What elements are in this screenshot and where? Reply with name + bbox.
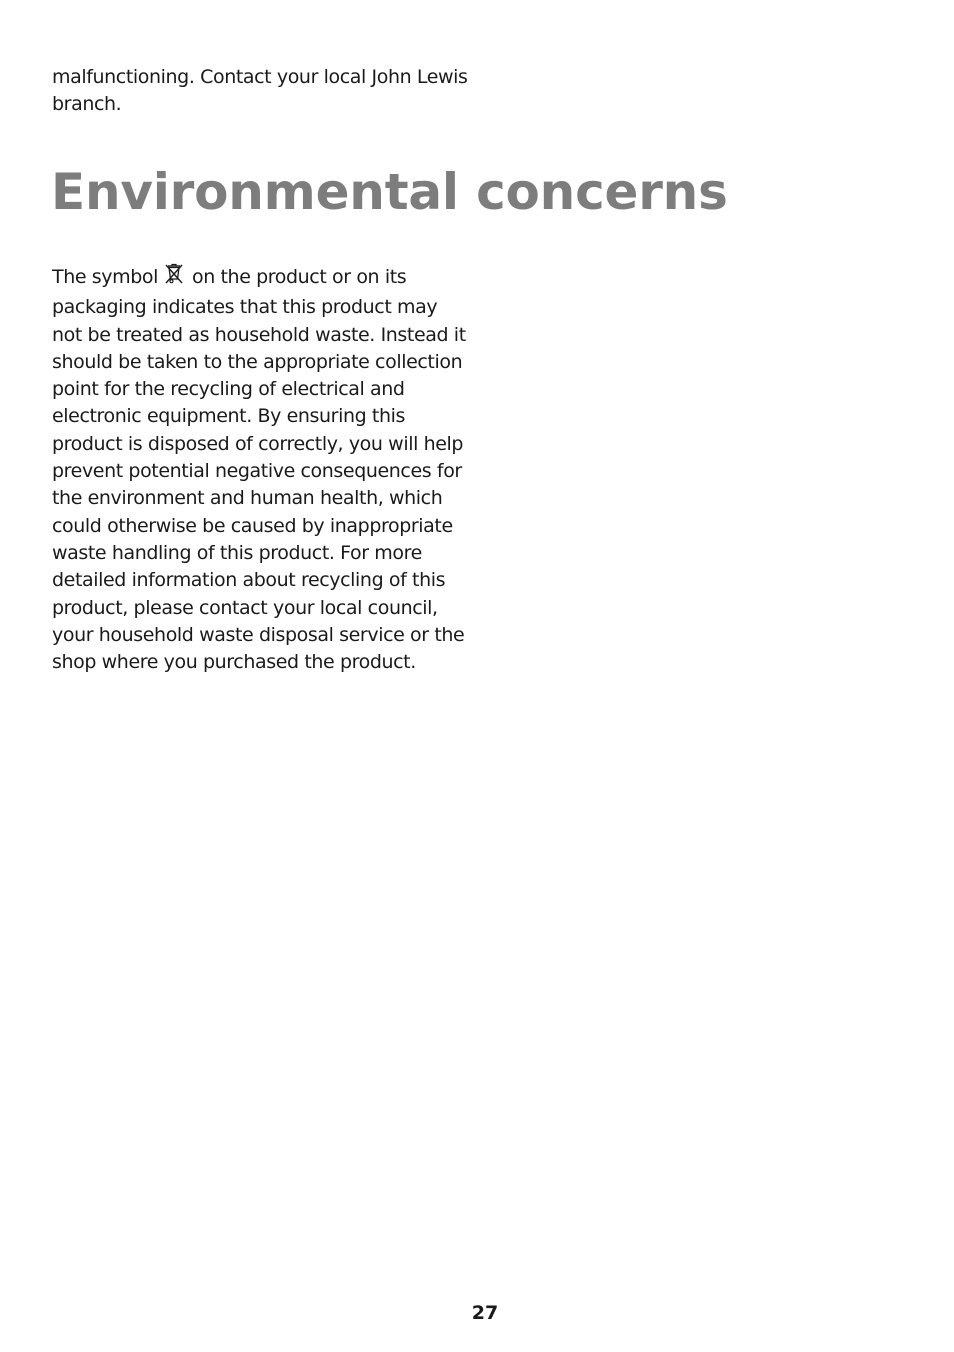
- environment-paragraph: [52, 262, 472, 676]
- crossed-out-wheelie-bin-icon: [164, 262, 184, 294]
- paragraph-main-text: on the product or on its packaging indicates that this product may not be treated as household waste. Instead it should be taken to the appropriate collection point for the recycling of electrical and electronic equipment. By ensuring this product is disposed of correctly, you will help prevent potential negative consequences for the environment and human health, which could otherwise be caused by inappropriate waste handling of this product. For more detailed information about recycling of this product, please contact your local council, your household waste disposal service or the shop where you purchased the product.: [52, 266, 466, 674]
- section-title: Environmental concerns: [51, 163, 728, 221]
- paragraph-lead-text: The symbol: [52, 266, 158, 288]
- intro-paragraph: malfunctioning. Contact your local John Lewis branch.: [52, 66, 468, 116]
- page-number: 27: [471, 1302, 499, 1324]
